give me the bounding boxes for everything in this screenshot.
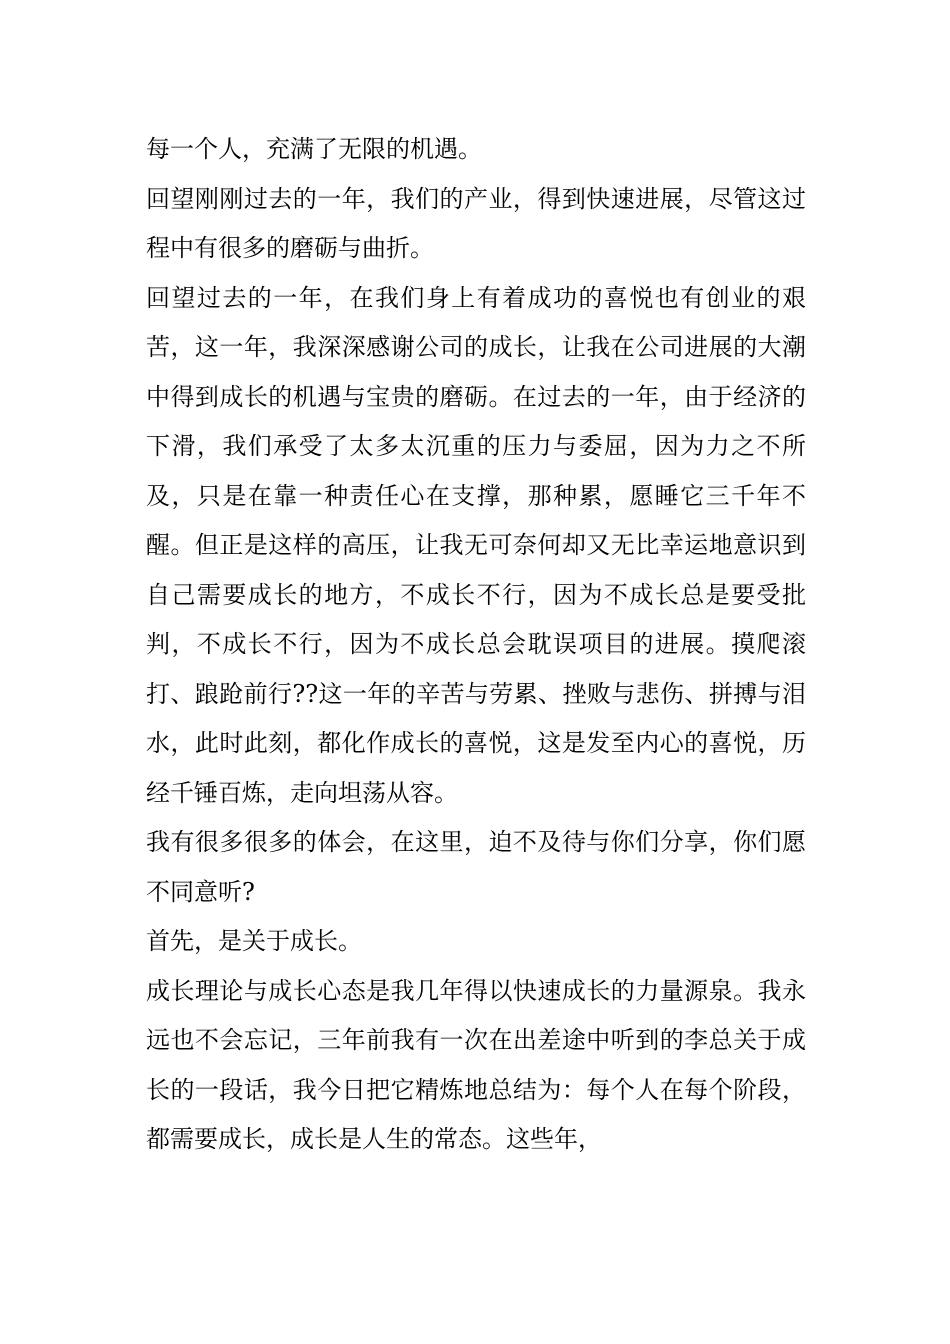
paragraph-6: 成长理论与成长心态是我几年得以快速成长的力量源泉。我永远也不会忘记，三年前我有一次在出差途中听到的李总关于成长的一段话，我今日把它精炼地总结为：每个人在每个阶段，都需要成长，成长是人生的常态。这些年， [146,976,806,1153]
paragraph-1: 每一个人，充满了无限的机遇。 [146,135,482,163]
paragraph-4: 我有很多很多的体会，在这里，迫不及待与你们分享，你们愿不同意听? [146,828,806,906]
paragraph-2: 回望刚刚过去的一年，我们的产业，得到快速进展，尽管这过程中有很多的磨砺与曲折。 [146,184,806,262]
paragraph-3: 回望过去的一年，在我们身上有着成功的喜悦也有创业的艰苦，这一年，我深深感谢公司的成长，让我在公司进展的大潮中得到成长的机遇与宝贵的磨砺。在过去的一年，由于经济的下滑，我们承受了太多太沉重的压力与委屈，因为力之不所及，只是在靠一种责任心在支撑，那种累，愿睡它三千年不醒。但正是这样的高压，让我无可奈何却又无比幸运地意识到自己需要成长的地方，不成长不行，因为不成长总是要受批判，不成长不行，因为不成长总会耽误项目的进展。摸爬滚打、踉跄前行??这一年的辛苦与劳累、挫败与悲伤、拼搏与泪水，此时此刻，都化作成长的喜悦，这是发至内心的喜悦，历经千锤百炼，走向坦荡从容。 [146,283,806,807]
paragraph-5: 首先，是关于成长。 [146,927,362,955]
body-text [146,125,806,1165]
